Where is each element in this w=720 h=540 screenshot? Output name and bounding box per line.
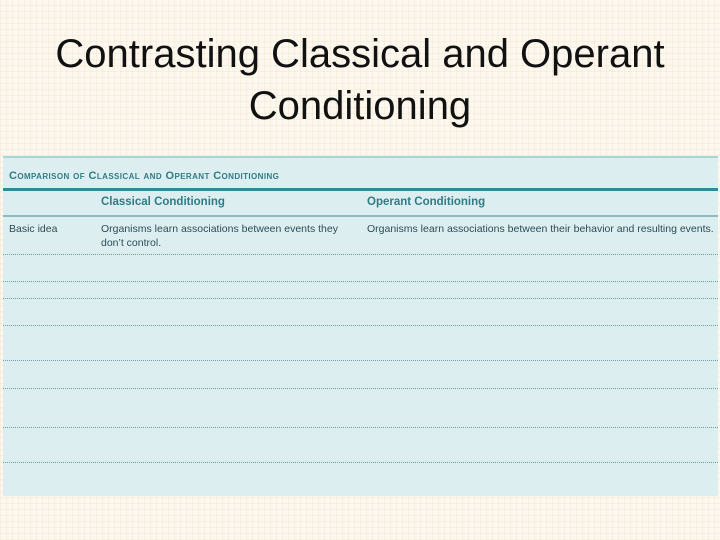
table-heading: Comparison of Classical and Operant Conditioning [9, 170, 280, 182]
column-header-operant: Operant Conditioning [367, 196, 486, 208]
row-divider [3, 462, 718, 463]
row-divider [3, 281, 718, 282]
row-divider [3, 360, 718, 361]
cell-basic-idea-operant: Organisms learn associations between their behavior and resulting events. [367, 223, 714, 235]
row-divider [3, 325, 718, 326]
row-label-basic-idea: Basic idea [9, 223, 58, 235]
row-divider [3, 254, 718, 255]
row-divider [3, 298, 718, 299]
heading-divider [3, 188, 718, 191]
row-divider [3, 388, 718, 389]
cell-basic-idea-classical: Organisms learn associations between events they don’t control. [101, 223, 338, 249]
row-divider [3, 427, 718, 428]
column-header-classical: Classical Conditioning [101, 196, 225, 208]
header-divider [3, 215, 718, 217]
slide-title: Contrasting Classical and Operant Conditioning [55, 32, 665, 128]
comparison-table [3, 156, 718, 496]
